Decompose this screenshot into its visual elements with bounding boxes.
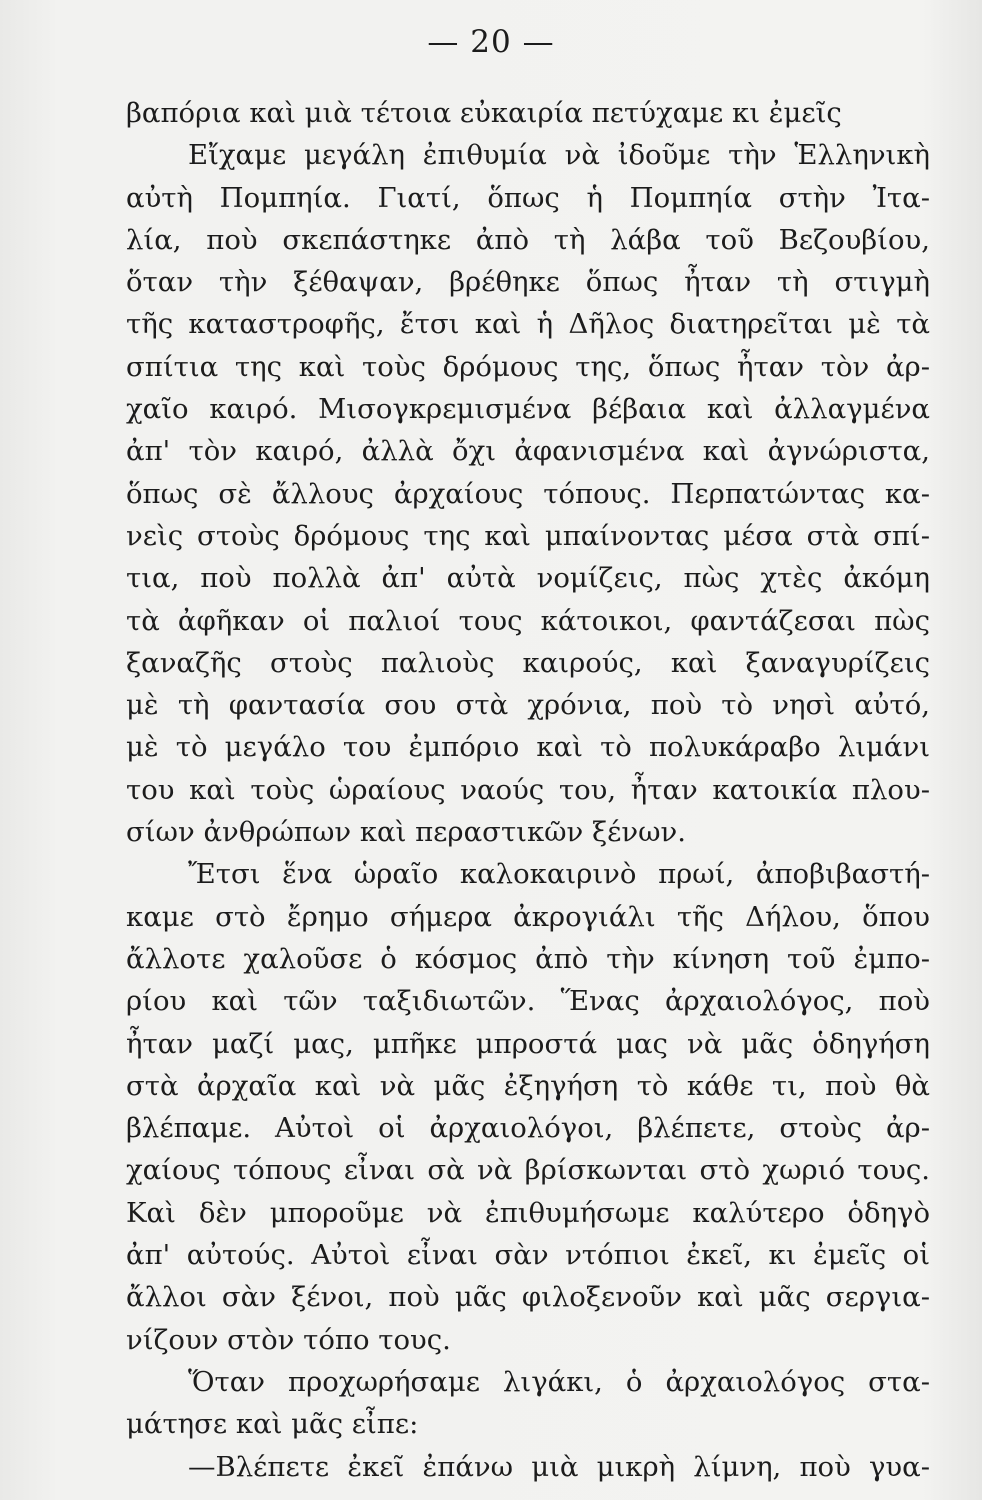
text-line: Ἔτσι ἕνα ὡραῖο καλοκαιρινὸ πρωί, ἀποβιβαστή- <box>188 858 930 891</box>
text-line: μάτησε καὶ μᾶς εἶπε: <box>126 1408 419 1441</box>
text-line: σίων ἀνθρώπων καὶ περαστικῶν ξένων. <box>126 816 687 849</box>
text-line: βλέπαμε. Αὐτοὶ οἱ ἀρχαιολόγοι, βλέπετε, στοὺς ἀρ- <box>126 1112 930 1145</box>
text-line: ἀπ' αὐτούς. Αὐτοὶ εἶναι σὰν ντόπιοι ἐκεῖ, κι ἐμεῖς οἱ <box>126 1239 930 1272</box>
text-line: μὲ τὴ φαντασία σου στὰ χρόνια, ποὺ τὸ νησὶ αὐτό, <box>126 689 930 722</box>
page-number: — 20 — <box>427 24 555 60</box>
text-line: χαίους τόπους εἶναι σὰ νὰ βρίσκωνται στὸ χωριό τους. <box>126 1154 930 1187</box>
body-text <box>126 92 930 1488</box>
text-line: ξαναζῆς στοὺς παλιοὺς καιρούς, καὶ ξαναγυρίζεις <box>126 646 930 679</box>
text-line: λία, ποὺ σκεπάστηκε ἀπὸ τὴ λάβα τοῦ Βεζουβίου, <box>126 223 930 256</box>
text-line: αὐτὴ Πομπηία. Γιατί, ὅπως ἡ Πομπηία στὴν Ἰτα- <box>126 181 930 214</box>
text-line: νίζουν στὸν τόπο τους. <box>126 1323 451 1356</box>
text-line: τὰ ἀφῆκαν οἱ παλιοί τους κάτοικοι, φαντάζεσαι πὼς <box>126 604 930 637</box>
text-line: ρίου καὶ τῶν ταξιδιωτῶν. Ἕνας ἀρχαιολόγος, ποὺ <box>126 985 930 1018</box>
text-line: νεὶς στοὺς δρόμους της καὶ μπαίνοντας μέσα στὰ σπί- <box>126 519 930 552</box>
text-line: σπίτια της καὶ τοὺς δρόμους της, ὅπως ἦταν τὸν ἀρ- <box>126 350 930 383</box>
text-line: ἀπ' τὸν καιρό, ἀλλὰ ὄχι ἀφανισμένα καὶ ἀγνώριστα, <box>126 435 930 468</box>
text-line: Καὶ δὲν μποροῦμε νὰ ἐπιθυμήσωμε καλύτερο ὁδηγὸ <box>126 1196 930 1229</box>
text-line: στὰ ἀρχαῖα καὶ νὰ μᾶς ἐξηγήση τὸ κάθε τι, ποὺ θὰ <box>126 1069 930 1102</box>
text-line: καμε στὸ ἔρημο σήμερα ἀκρογιάλι τῆς Δήλου, ὅπου <box>126 900 930 933</box>
text-line: ἄλλοι σὰν ξένοι, ποὺ μᾶς φιλοξενοῦν καὶ μᾶς σεργια- <box>126 1281 930 1314</box>
text-line: τια, ποὺ πολλὰ ἀπ' αὐτὰ νομίζεις, πὼς χτὲς ἀκόμη <box>126 562 930 595</box>
text-line: Εἴχαμε μεγάλη ἐπιθυμία νὰ ἰδοῦμε τὴν Ἑλληνικὴ <box>188 139 930 172</box>
text-line: μὲ τὸ μεγάλο του ἐμπόριο καὶ τὸ πολυκάραβο λιμάνι <box>126 731 930 764</box>
text-line: του καὶ τοὺς ὡραίους ναούς του, ἦταν κατοικία πλου- <box>126 773 930 806</box>
text-line: βαπόρια καὶ μιὰ τέτοια εὐκαιρία πετύχαμε κι ἐμεῖς <box>126 97 842 129</box>
text-line: ὅπως σὲ ἄλλους ἀρχαίους τόπους. Περπατώντας κα- <box>126 477 930 510</box>
text-line: ἄλλοτε χαλοῦσε ὁ κόσμος ἀπὸ τὴν κίνηση τοῦ ἐμπο- <box>126 942 930 975</box>
text-line: ὅταν τὴν ξέθαψαν, βρέθηκε ὅπως ἦταν τὴ στιγμὴ <box>126 266 930 299</box>
text-line: Ὅταν προχωρήσαμε λιγάκι, ὁ ἀρχαιολόγος στα- <box>188 1365 930 1398</box>
text-line: —Βλέπετε ἐκεῖ ἐπάνω μιὰ μικρὴ λίμνη, ποὺ γυα- <box>188 1450 930 1483</box>
text-line: ἦταν μαζί μας, μπῆκε μπροστά μας νὰ μᾶς ὁδηγήση <box>126 1027 930 1060</box>
text-line: τῆς καταστροφῆς, ἔτσι καὶ ἡ Δῆλος διατηρεῖται μὲ τὰ <box>126 308 930 341</box>
text-line: χαῖο καιρό. Μισογκρεμισμένα βέβαια καὶ ἀλλαγμένα <box>126 393 930 426</box>
